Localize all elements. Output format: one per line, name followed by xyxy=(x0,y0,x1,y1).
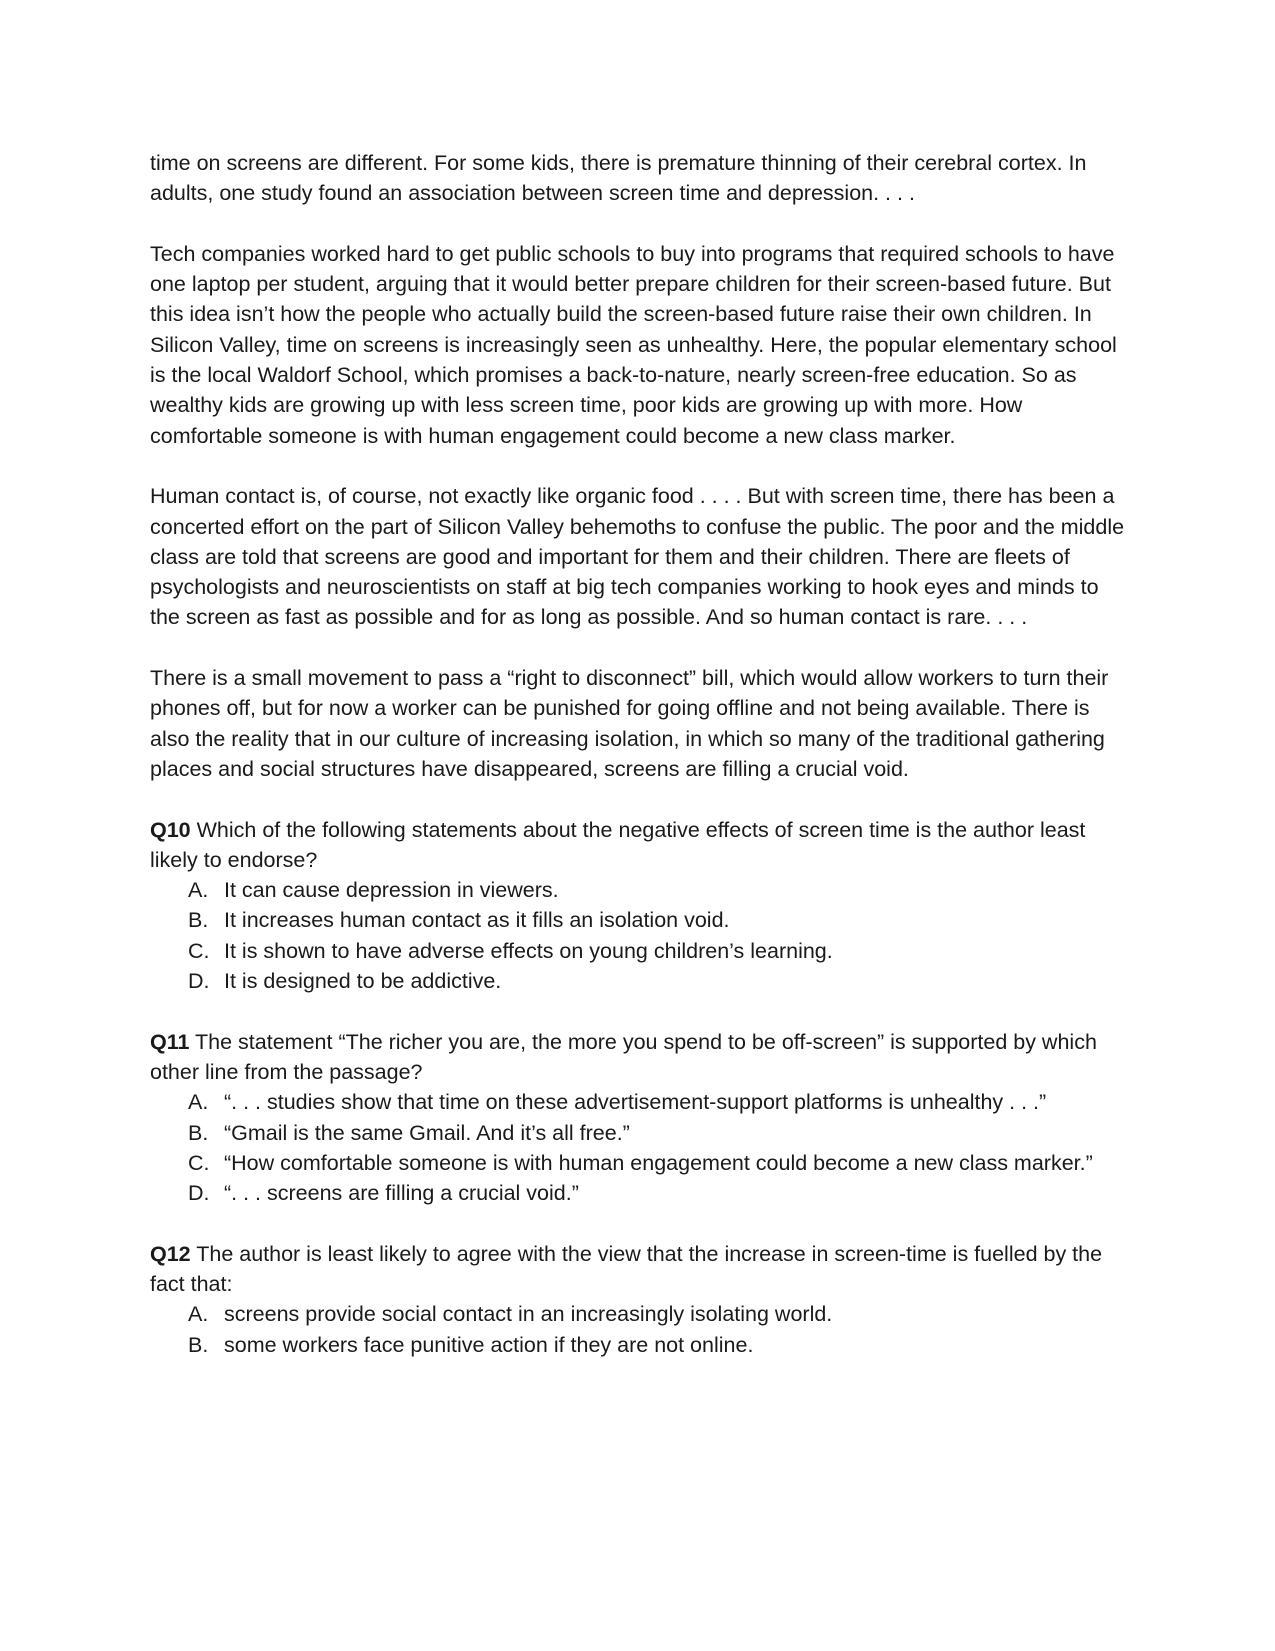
passage-paragraph-1: time on screens are different. For some kids, there is premature thinning of their cerebral cortex. In adults, one study found an association between screen time and depression. . . . xyxy=(150,151,1087,206)
option-text: “Gmail is the same Gmail. And it’s all free.” xyxy=(224,1120,630,1145)
option-letter: B. xyxy=(188,1332,209,1357)
option-text: some workers face punitive action if they are not online. xyxy=(224,1332,754,1357)
option-text: It is shown to have adverse effects on young children’s learning. xyxy=(224,938,833,963)
option-text: screens provide social contact in an increasingly isolating world. xyxy=(224,1302,833,1327)
option-letter: D. xyxy=(188,969,210,994)
option-letter: B. xyxy=(188,908,209,933)
passage-paragraph-3: Human contact is, of course, not exactly like organic food . . . . But with screen time, there has been a concerted effort on the part of Silicon Valley behemoths to confuse the public. The poor and the middle class are told that screens are good and important for them and their children. There are fleets of psychologists and neuroscientists on staff at big tech companies working to hook eyes and minds to the screen as fast as possible and for as long as possible. And so human contact is rare. . . . xyxy=(150,484,1125,630)
passage-paragraph-2: Tech companies worked hard to get public schools to buy into programs that required schools to have one laptop per student, arguing that it would better prepare children for their screen-based future. But this idea isn’t how the people who actually build the screen-based future raise their own children. In Silicon Valley, time on screens is increasingly seen as unhealthy. Here, the popular elementary school is the local Waldorf School, which promises a back-to-nature, nearly screen-free education. So as wealthy kids are growing up with less screen time, poor kids are growing up with more. How comfortable someone is with human engagement could become a new class marker. xyxy=(150,241,1117,448)
option-text: It can cause depression in viewers. xyxy=(224,878,559,903)
answer-option-a xyxy=(150,1087,1132,1117)
option-letter: A. xyxy=(188,1302,209,1327)
question-q10 xyxy=(150,815,1132,997)
option-text: “How comfortable someone is with human engagement could become a new class marker.” xyxy=(224,1150,1093,1175)
option-text: “. . . studies show that time on these advertisement-support platforms is unhealthy . . .” xyxy=(224,1090,1047,1115)
question-stem xyxy=(150,1239,1132,1300)
option-letter: C. xyxy=(188,1150,210,1175)
question-stem xyxy=(150,815,1132,876)
option-text: “. . . screens are filling a crucial void.” xyxy=(224,1181,579,1206)
answer-option-b xyxy=(150,1330,1132,1360)
passage-paragraph-4: There is a small movement to pass a “right to disconnect” bill, which would allow workers to turn their phones off, but for now a worker can be punished for going offline and not being available. There is also the reality that in our culture of increasing isolation, in which so many of the traditional gathering places and social structures have disappeared, screens are filling a crucial void. xyxy=(150,666,1109,781)
answer-option-a xyxy=(150,1299,1132,1329)
question-number: Q10 xyxy=(150,817,191,842)
document-page xyxy=(150,148,1132,1390)
question-text: The author is least likely to agree with the view that the increase in screen-time is fuelled by the fact that: xyxy=(150,1241,1103,1296)
question-stem xyxy=(150,1027,1132,1088)
question-number: Q11 xyxy=(150,1029,190,1054)
answer-option-a xyxy=(150,875,1132,905)
question-text: The statement “The richer you are, the more you spend to be off-screen” is supported by which other line from the passage? xyxy=(150,1029,1097,1084)
option-letter: A. xyxy=(188,878,209,903)
option-text: It is designed to be addictive. xyxy=(224,969,502,994)
question-text: Which of the following statements about the negative effects of screen time is the author least likely to endorse? xyxy=(150,817,1086,872)
option-letter: A. xyxy=(188,1090,209,1115)
answer-options xyxy=(150,1299,1132,1360)
answer-options xyxy=(150,875,1132,996)
answer-option-b xyxy=(150,1118,1132,1148)
question-number: Q12 xyxy=(150,1241,191,1266)
answer-option-c xyxy=(150,1148,1132,1178)
option-letter: C. xyxy=(188,938,210,963)
question-q12 xyxy=(150,1239,1132,1360)
option-letter: B. xyxy=(188,1120,209,1145)
option-letter: D. xyxy=(188,1181,210,1206)
option-text: It increases human contact as it fills an isolation void. xyxy=(224,908,730,933)
answer-options xyxy=(150,1087,1132,1208)
answer-option-b xyxy=(150,905,1132,935)
answer-option-d xyxy=(150,966,1132,996)
question-q11 xyxy=(150,1027,1132,1209)
answer-option-d xyxy=(150,1178,1132,1208)
answer-option-c xyxy=(150,936,1132,966)
